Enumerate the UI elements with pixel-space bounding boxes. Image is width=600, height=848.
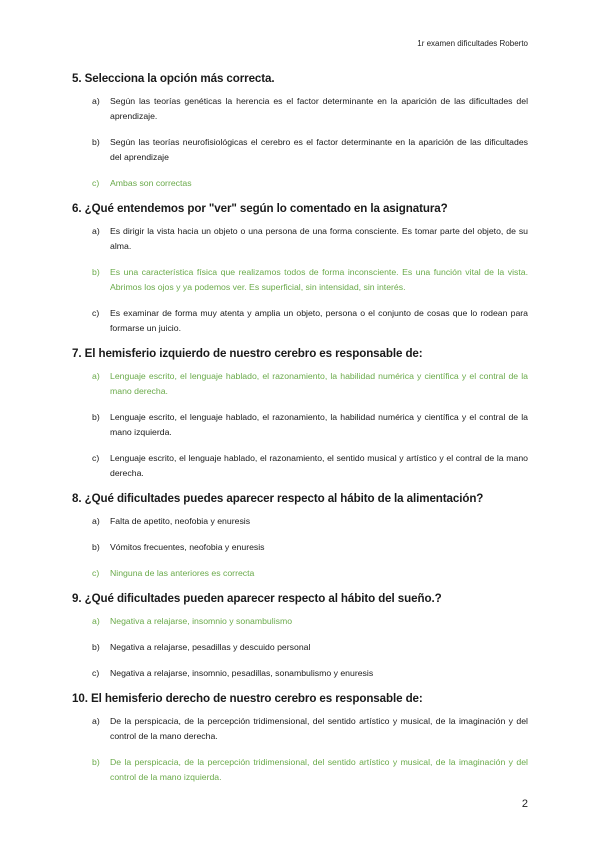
option: [72, 135, 528, 165]
option-correct: [72, 755, 528, 785]
option-text: Según las teorías neurofisiológicas el cerebro es el factor determinante en la aparición de las dificultades del aprendizaje: [110, 137, 528, 162]
question-block: [72, 347, 528, 481]
option-text: Ninguna de las anteriores es correcta: [110, 568, 255, 578]
option-text: Es dirigir la vista hacia un objeto o una persona de una forma consciente. Es tomar parte del objeto, de su alma.: [110, 226, 528, 251]
options-list: [72, 514, 528, 581]
option-letter: a): [92, 96, 100, 106]
question-title: 5. Selecciona la opción más correcta.: [72, 72, 275, 85]
option-text: Negativa a relajarse, insomnio y sonambulismo: [110, 616, 293, 626]
option: [72, 514, 528, 529]
option-text: Según las teorías genéticas la herencia es el factor determinante en la aparición de las dificultades del aprendizaje.: [110, 96, 528, 121]
options-list: [72, 714, 528, 785]
question-block: [72, 492, 528, 581]
question-block: [72, 592, 528, 681]
question-block: [72, 72, 528, 191]
question-block: [72, 692, 528, 785]
option-letter: c): [92, 453, 100, 463]
question-block: [72, 202, 528, 336]
question-title: 6. ¿Qué entendemos por "ver" según lo comentado en la asignatura?: [72, 202, 448, 215]
option-letter: b): [92, 412, 100, 422]
option: [72, 306, 528, 336]
option-letter: b): [92, 642, 100, 652]
option-correct: [72, 614, 528, 629]
option-text: De la perspicacia, de la percepción tridimensional, del sentido artístico y musical, de la imaginación y del control de la mano derecha.: [110, 716, 528, 741]
option-letter: a): [92, 616, 100, 626]
page-number: 2: [521, 798, 528, 810]
question-title: 9. ¿Qué dificultades pueden aparecer respecto al hábito del sueño.?: [72, 592, 442, 605]
option-text: Lenguaje escrito, el lenguaje hablado, el razonamiento, el sentido musical y artístico y el contral de la mano derecha.: [110, 453, 528, 478]
option-letter: c): [92, 308, 100, 318]
question-title: 8. ¿Qué dificultades puedes aparecer respecto al hábito de la alimentación?: [72, 492, 484, 505]
option-letter: a): [92, 226, 100, 236]
option: [72, 540, 528, 555]
option-text: Negativa a relajarse, pesadillas y descuido personal: [110, 642, 311, 652]
option-letter: a): [92, 716, 100, 726]
option-letter: b): [92, 137, 100, 147]
option-text: De la perspicacia, de la percepción tridimensional, del sentido artístico y musical, de la imaginación y del control de la mano izquierda.: [110, 757, 528, 782]
options-list: [72, 224, 528, 336]
option: [72, 410, 528, 440]
question-title: 10. El hemisferio derecho de nuestro cerebro es responsable de:: [72, 692, 423, 705]
option-text: Negativa a relajarse, insomnio, pesadillas, sonambulismo y enuresis: [110, 668, 374, 678]
option-letter: c): [92, 178, 100, 188]
option-text: Es una característica física que realizamos todos de forma inconsciente. Es una función vital de la vista. Abrimos los ojos y ya podemos ver. Es superficial, sin intensidad, sin interés.: [110, 267, 528, 292]
option-text: Falta de apetito, neofobia y enuresis: [110, 516, 251, 526]
question-title: 7. El hemisferio izquierdo de nuestro cerebro es responsable de:: [72, 347, 423, 360]
option: [72, 640, 528, 655]
options-list: [72, 369, 528, 481]
document-content: [72, 72, 528, 796]
option-correct: [72, 369, 528, 399]
options-list: [72, 94, 528, 191]
option-text: Ambas son correctas: [110, 178, 192, 188]
option: [72, 714, 528, 744]
option: [72, 666, 528, 681]
option: [72, 94, 528, 124]
option-text: Lenguaje escrito, el lenguaje hablado, el razonamiento, la habilidad numérica y científica y el contral de la mano derecha.: [110, 371, 528, 396]
option-correct: [72, 566, 528, 581]
option-letter: c): [92, 668, 100, 678]
option-letter: b): [92, 267, 100, 277]
option-letter: a): [92, 516, 100, 526]
option-letter: b): [92, 757, 100, 767]
option-correct: [72, 265, 528, 295]
option: [72, 451, 528, 481]
option-correct: [72, 176, 528, 191]
page-header: 1r examen dificultades Roberto: [417, 39, 528, 48]
option-text: Vómitos frecuentes, neofobia y enuresis: [110, 542, 265, 552]
option-text: Es examinar de forma muy atenta y amplia un objeto, persona o el conjunto de cosas que lo rodean para formarse un juicio.: [110, 308, 528, 333]
option-letter: c): [92, 568, 100, 578]
option: [72, 224, 528, 254]
option-letter: b): [92, 542, 100, 552]
option-letter: a): [92, 371, 100, 381]
option-text: Lenguaje escrito, el lenguaje hablado, el razonamiento, la habilidad numérica y científica y el contral de la mano izquierda.: [110, 412, 528, 437]
options-list: [72, 614, 528, 681]
